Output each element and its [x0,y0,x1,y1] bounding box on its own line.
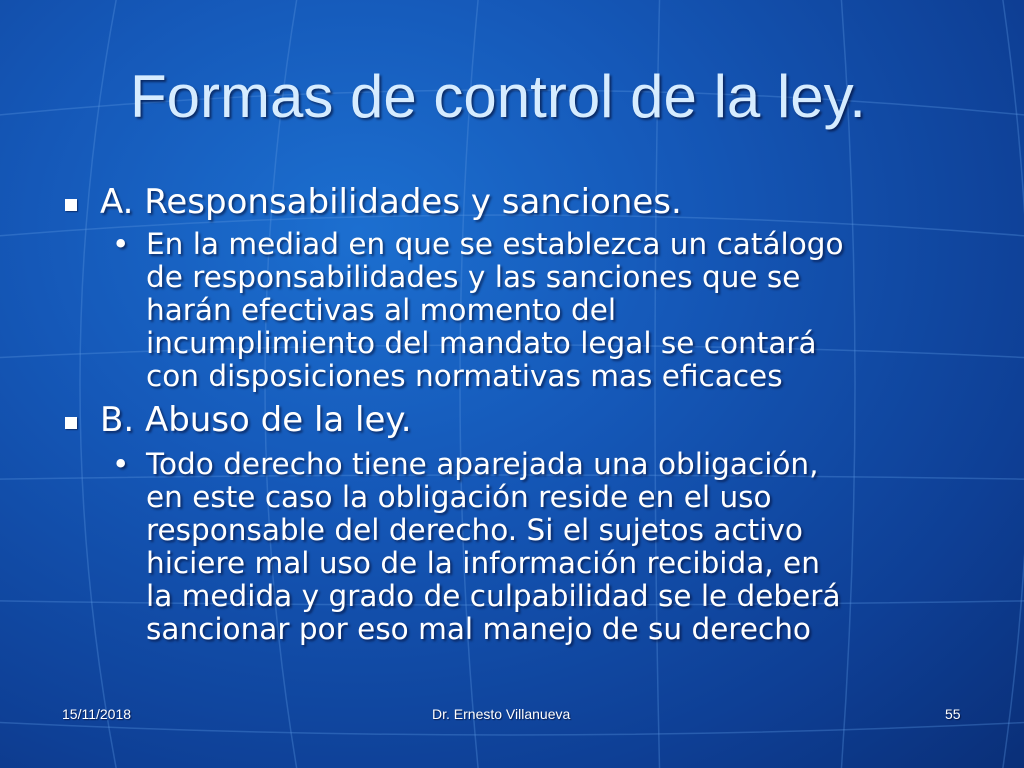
text-line: de responsabilidades y las sanciones que se [146,260,801,294]
square-bullet-icon [65,199,77,211]
sub-bullet-a-text [146,228,844,393]
text-line: harán efectivas al momento del [146,293,617,327]
text-line: incumplimiento del mandato legal se contará [146,326,817,360]
footer-date: 15/11/2018 [62,706,132,722]
text-line: responsable del derecho. Si el sujetos activo [146,513,803,547]
text-line: En la mediad en que se establezca un catálogo [146,227,844,261]
dot-bullet-icon: • [112,447,130,481]
slide-title: Formas de control de la ley. [130,63,866,130]
text-line: con disposiciones normativas mas eficaces [146,359,783,393]
square-bullet-icon [65,417,77,429]
dot-bullet-icon: • [112,227,130,261]
text-line: en este caso la obligación reside en el uso [146,480,772,514]
sub-bullet-b-text [146,448,841,646]
text-line: hiciere mal uso de la información recibida, en [146,546,820,580]
text-line: Todo derecho tiene aparejada una obligación, [146,447,819,481]
footer-author: Dr. Ernesto Villanueva [432,706,571,722]
text-line: la medida y grado de culpabilidad se le deberá [146,579,841,613]
bullet-a-label: A. Responsabilidades y sanciones. [100,182,682,222]
bullet-b-label: B. Abuso de la ley. [100,400,412,440]
text-line: sancionar por eso mal manejo de su derecho [146,612,811,646]
footer-page-number: 55 [945,706,961,722]
